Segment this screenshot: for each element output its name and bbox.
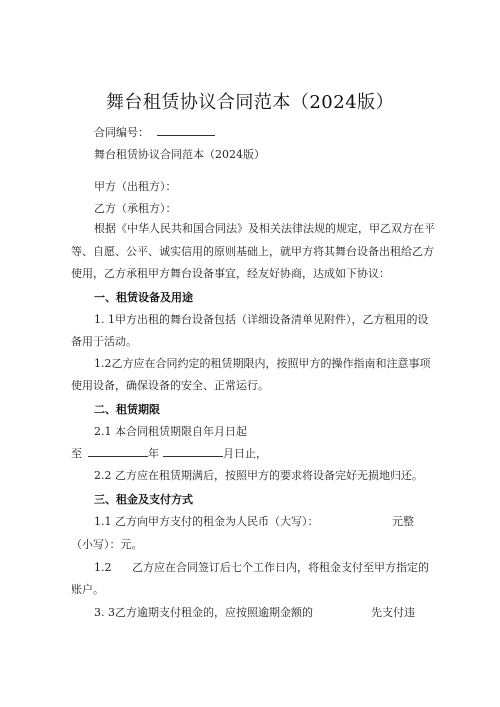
contract-no-blank [157, 124, 215, 136]
clause-fragment: 元整 [392, 515, 414, 528]
section-heading: 三、租金及支付方式 [94, 493, 193, 506]
clause-line: 1.1 乙方向甲方支付的租金为人民币（大写）： [94, 515, 319, 528]
clause-line: 使用设备，确保设备的安全、正常运行。 [71, 379, 269, 392]
clause-fragment: 至 [71, 447, 82, 460]
year-blank [88, 445, 148, 457]
clause-line: 2.1 本合同租赁期限自年月日起 [94, 425, 247, 438]
section-heading: 一、租赁设备及用途 [94, 291, 193, 304]
clause-fragment: 年 [148, 447, 159, 460]
clause-line [71, 445, 267, 462]
clause-fragment: 月日止， [223, 447, 267, 460]
contract-no-row [94, 124, 215, 141]
clause-line: 1. 1甲方出租的舞台设备包括（详细设备清单见附件），乙方租用的设 [94, 313, 429, 326]
clause-line: 备用于活动。 [71, 335, 137, 348]
clause-line: 2.2 乙方应在租赁期满后，按照甲方的要求将设备完好无损地归还。 [94, 469, 423, 482]
party-b-label: 乙方（承租方）： [94, 202, 177, 215]
document-title: 舞台租赁协议合同范本（2024版） [105, 92, 395, 113]
clause-line: 3. 3乙方逾期支付租金的，应按照逾期金额的 [94, 606, 313, 619]
clause-line: 乙方应在合同签订后七个工作日内，将租金支付至甲方指定的 [132, 561, 429, 574]
clause-line: （小写）：元。 [71, 538, 143, 551]
preamble-line: 根据《中华人民共和国合同法》及相关法律法规的规定，甲乙双方在平 [94, 222, 435, 235]
month-blank [163, 445, 223, 457]
party-a-label: 甲方（出租方）： [94, 180, 177, 193]
clause-fragment: 1.2 [94, 561, 112, 574]
section-heading: 二、租赁期限 [94, 403, 160, 416]
clause-line: 账户。 [71, 583, 104, 596]
document-subtitle: 舞台租赁协议合同范本（2024版） [94, 148, 265, 161]
clause-line: 1.2乙方应在合同约定的租赁期限内，按照甲方的操作指南和注意事项 [94, 357, 431, 370]
clause-fragment: 先支付违 [371, 606, 415, 619]
preamble-line: 使用，乙方承租甲方舞台设备事宜，经友好协商，达成如下协议： [71, 267, 390, 280]
contract-no-label: 合同编号： [94, 126, 149, 139]
preamble-line: 等、自愿、公平、诚实信用的原则基础上，就甲方将其舞台设备出租给乙方 [71, 245, 434, 258]
